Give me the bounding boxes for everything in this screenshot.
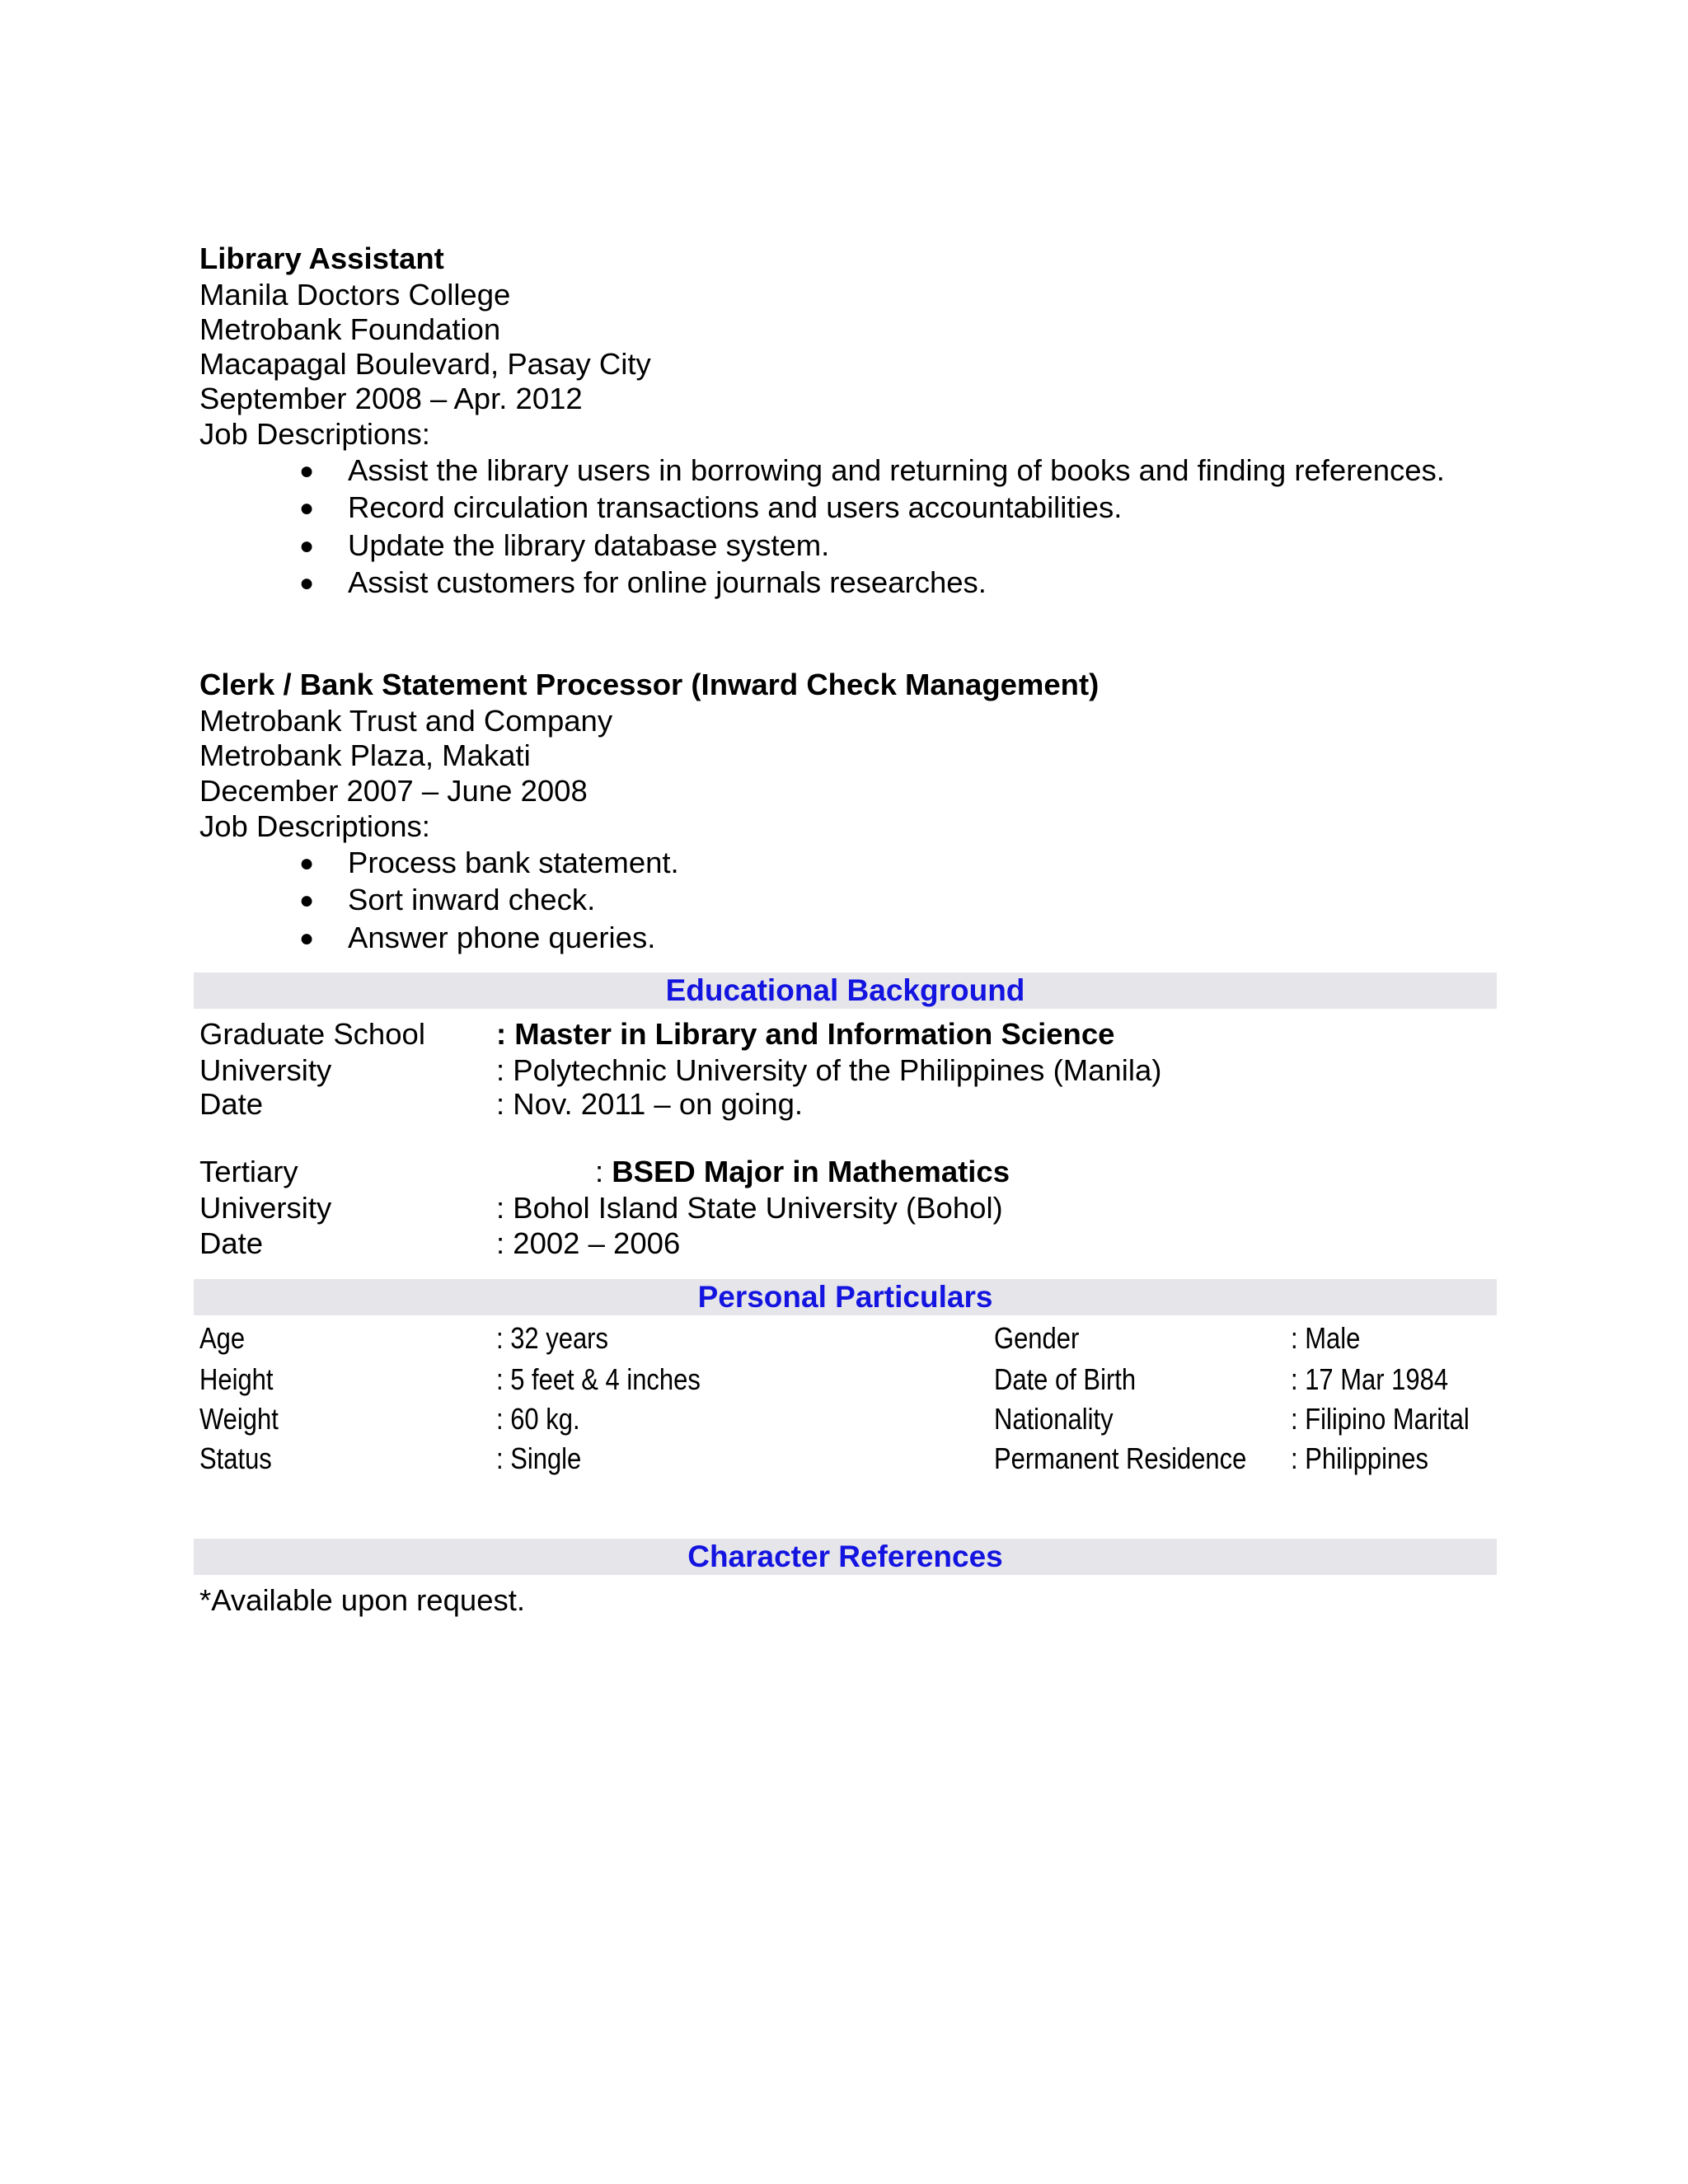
bullet-icon: ● <box>299 494 315 522</box>
tertiary-degree: BSED Major in Mathematics <box>612 1155 1010 1188</box>
height-label: Height <box>199 1362 274 1396</box>
graduate-level-label: Graduate School <box>199 1017 425 1051</box>
status-label: Status <box>199 1441 272 1475</box>
height-value: : 5 feet & 4 inches <box>496 1362 701 1396</box>
dob-value: : 17 Mar 1984 <box>1291 1362 1449 1396</box>
tertiary-university: : Bohol Island State University (Bohol) <box>496 1191 1003 1225</box>
gender-value: : Male <box>1291 1321 1361 1355</box>
tertiary-level-label: Tertiary <box>199 1155 298 1188</box>
bullet-icon: ● <box>299 887 315 914</box>
weight-value: : 60 kg. <box>496 1402 580 1436</box>
job-2-dates: December 2007 – June 2008 <box>199 774 588 808</box>
graduate-university-label: University <box>199 1053 332 1087</box>
job-1-duty-4: Assist customers for online journals researches. <box>348 565 987 599</box>
job-1-address: Macapagal Boulevard, Pasay City <box>199 347 651 381</box>
residence-label: Permanent Residence <box>994 1441 1247 1475</box>
job-2-title: Clerk / Bank Statement Processor (Inward Check Management) <box>199 668 1100 701</box>
nationality-label: Nationality <box>994 1402 1114 1436</box>
bullet-icon: ● <box>299 569 315 597</box>
education-heading: Educational Background <box>665 973 1025 1007</box>
residence-value: : Philippines <box>1291 1441 1428 1475</box>
job-1-dates: September 2008 – Apr. 2012 <box>199 382 583 415</box>
gender-label: Gender <box>994 1321 1080 1355</box>
job-1-title: Library Assistant <box>199 241 444 275</box>
job-2-desc-label: Job Descriptions: <box>199 809 430 843</box>
status-value: : Single <box>496 1441 582 1475</box>
bullet-icon: ● <box>299 532 315 560</box>
tertiary-degree-line <box>595 1157 1010 1188</box>
dob-label: Date of Birth <box>994 1362 1137 1396</box>
job-1-org: Metrobank Foundation <box>199 312 501 346</box>
personal-section-header <box>194 1279 1497 1315</box>
age-label: Age <box>199 1321 246 1355</box>
job-2-address: Metrobank Plaza, Makati <box>199 738 531 772</box>
job-1-duty-3: Update the library database system. <box>348 528 830 562</box>
nationality-value: : Filipino Marital <box>1291 1402 1470 1436</box>
job-2-duty-1: Process bank statement. <box>348 846 679 879</box>
job-2-company: Metrobank Trust and Company <box>199 704 613 738</box>
graduate-date: : Nov. 2011 – on going. <box>496 1087 804 1121</box>
job-1-duty-1: Assist the library users in borrowing and returning of books and finding references. <box>348 453 1445 487</box>
graduate-university: : Polytechnic University of the Philippines (Manila) <box>496 1053 1162 1087</box>
job-1-desc-label: Job Descriptions: <box>199 417 430 451</box>
references-heading: Character References <box>687 1540 1003 1573</box>
graduate-date-label: Date <box>199 1087 264 1121</box>
education-section-header <box>194 972 1497 1009</box>
personal-heading: Personal Particulars <box>697 1280 993 1314</box>
references-section-header <box>194 1539 1497 1575</box>
tertiary-university-label: University <box>199 1191 332 1225</box>
weight-label: Weight <box>199 1402 279 1436</box>
bullet-icon: ● <box>299 850 315 877</box>
tertiary-colon: : <box>595 1155 612 1188</box>
bullet-icon: ● <box>299 925 315 952</box>
tertiary-date: : 2002 – 2006 <box>496 1226 681 1260</box>
references-note: *Available upon request. <box>199 1583 526 1617</box>
job-2-duty-2: Sort inward check. <box>348 883 596 916</box>
tertiary-date-label: Date <box>199 1226 264 1260</box>
age-value: : 32 years <box>496 1321 608 1355</box>
job-1-duty-2: Record circulation transactions and users accountabilities. <box>348 490 1123 524</box>
job-1-company: Manila Doctors College <box>199 278 511 312</box>
bullet-icon: ● <box>299 457 315 485</box>
graduate-degree: : Master in Library and Information Science <box>496 1017 1115 1051</box>
job-2-duty-3: Answer phone queries. <box>348 921 656 954</box>
